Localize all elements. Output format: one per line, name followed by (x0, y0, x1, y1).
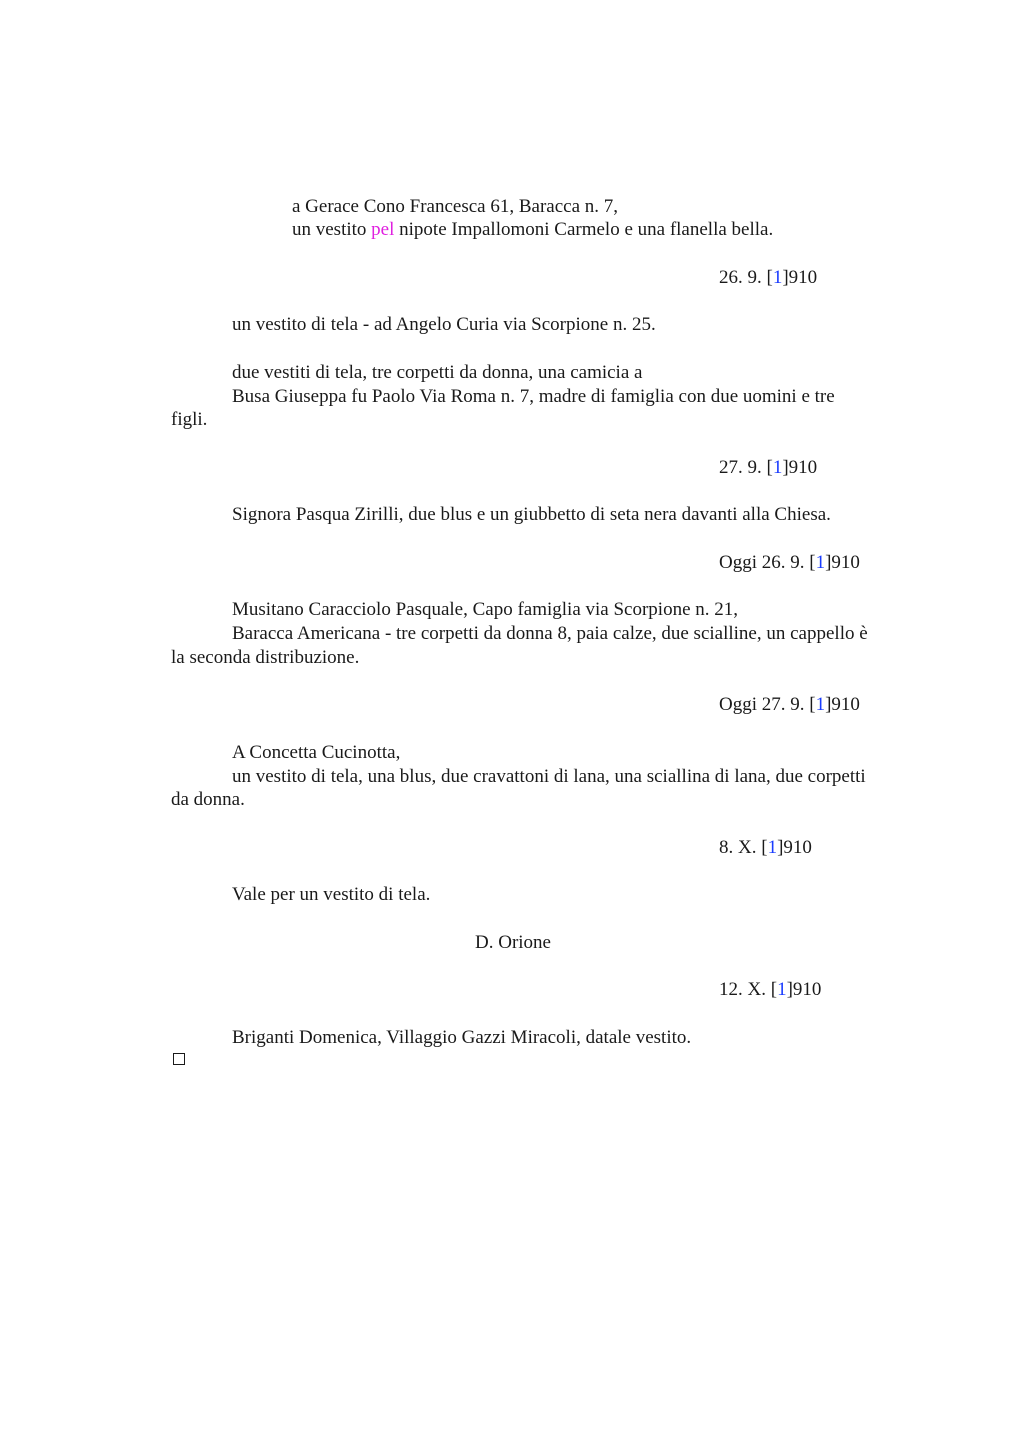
date-6-link[interactable]: 1 (777, 979, 787, 1000)
entry-3-line-3: figli. (171, 409, 208, 430)
entry-3-line-1: due vestiti di tela, tre corpetti da donna, una camicia a (232, 362, 643, 383)
date-3-post: ]910 (825, 552, 860, 573)
entry-5-line-1: Musitano Caracciolo Pasquale, Capo famiglia via Scorpione n. 21, (232, 599, 739, 620)
date-1 (719, 266, 817, 290)
date-2-post: ]910 (782, 457, 818, 478)
date-3-link[interactable]: 1 (815, 552, 826, 573)
date-2 (719, 456, 817, 480)
checkbox-icon[interactable] (173, 1053, 185, 1065)
date-4-post: ]910 (825, 694, 860, 715)
entry-6-line-3: da donna. (171, 789, 245, 810)
entry-4-line-1: Signora Pasqua Zirilli, due blus e un giubbetto di seta nera davanti alla Chiesa. (232, 504, 831, 525)
entry-2-line-1: un vestito di tela - ad Angelo Curia via Scorpione n. 25. (232, 314, 656, 335)
entry-1-line-1: a Gerace Cono Francesca 61, Baracca n. 7, (292, 196, 619, 217)
date-4-pre: Oggi 27. 9. [ (719, 694, 816, 715)
date-1-pre: 26. 9. [ (719, 267, 773, 288)
date-4 (719, 693, 860, 717)
entry-3-line-2: Busa Giuseppa fu Paolo Via Roma n. 7, madre di famiglia con due uomini e tre (232, 386, 835, 407)
entry-8-line-1: Briganti Domenica, Villaggio Gazzi Miracoli, datale vestito. (232, 1027, 692, 1048)
date-5-pre: 8. X. [ (719, 837, 768, 858)
date-6-pre: 12. X. [ (719, 979, 778, 1000)
date-4-link[interactable]: 1 (815, 694, 826, 715)
entry-5-line-3: la seconda distribuzione. (171, 647, 360, 668)
entry-7-line-1: Vale per un vestito di tela. (232, 884, 431, 905)
date-6 (719, 978, 821, 1002)
date-1-link[interactable]: 1 (772, 267, 783, 288)
date-5-link[interactable]: 1 (767, 837, 778, 858)
entry-1-line-2 (292, 218, 773, 242)
date-3-pre: Oggi 26. 9. [ (719, 552, 816, 573)
date-5 (719, 836, 812, 860)
entry-6-line-2: un vestito di tela, una blus, due cravattoni di lana, una sciallina di lana, due corpetti (232, 766, 866, 787)
entry-1-highlight: pel (371, 219, 395, 240)
date-2-pre: 27. 9. [ (719, 457, 773, 478)
date-5-post: ]910 (777, 837, 812, 858)
date-2-link[interactable]: 1 (772, 457, 783, 478)
entry-1-text-b: nipote Impallomoni Carmelo e una flanella bella. (394, 219, 774, 240)
date-3 (719, 551, 860, 575)
entry-1-text-a: un vestito (292, 219, 372, 240)
signature: D. Orione (475, 932, 551, 953)
date-1-post: ]910 (782, 267, 818, 288)
date-6-post: ]910 (786, 979, 822, 1000)
entry-5-line-2: Baracca Americana - tre corpetti da donna 8, paia calze, due scialline, un cappello è (232, 623, 868, 644)
entry-6-line-1: A Concetta Cucinotta, (232, 742, 401, 763)
